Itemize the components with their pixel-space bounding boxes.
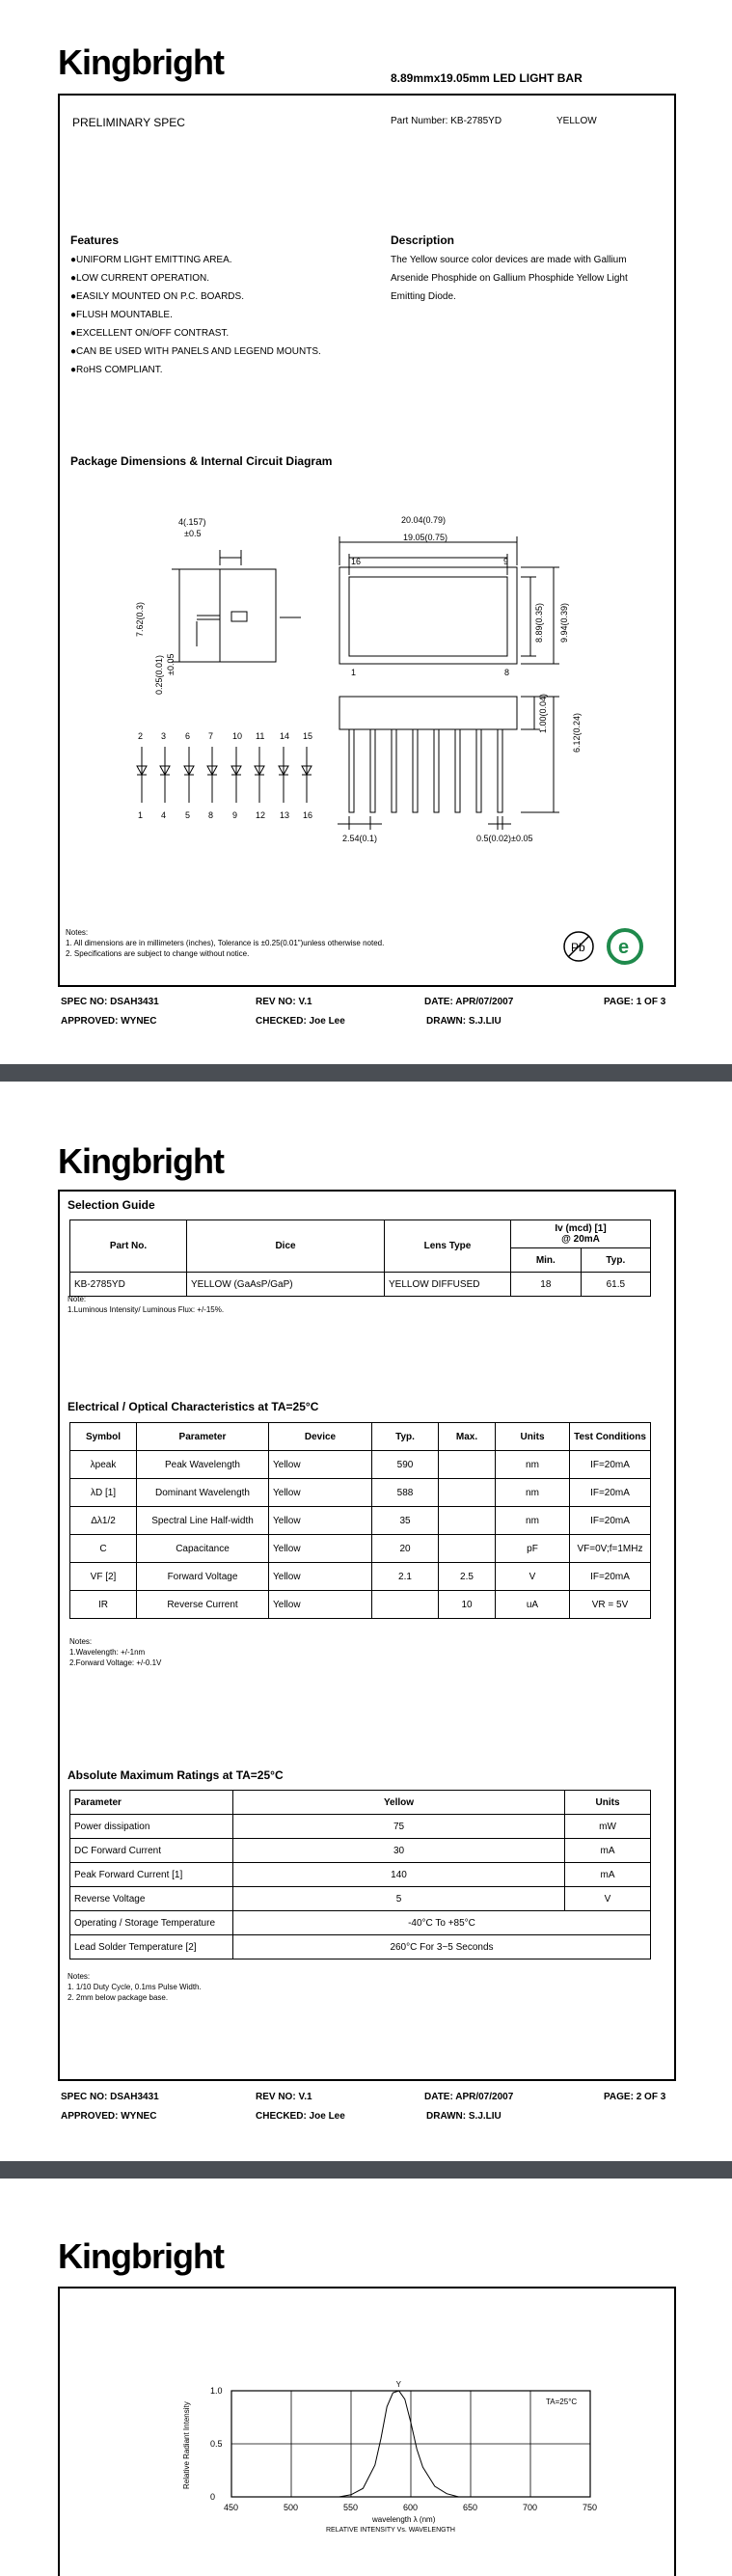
chart-ytick-label: 0 bbox=[210, 2492, 216, 2502]
elec-cell: Peak Wavelength bbox=[137, 1451, 269, 1479]
elec-header-cell: Max. bbox=[439, 1423, 496, 1451]
pin-8: 8 bbox=[504, 668, 510, 677]
elec-cell bbox=[439, 1535, 496, 1563]
abs-cell: mA bbox=[565, 1863, 651, 1887]
table-row bbox=[70, 1863, 651, 1887]
elec-cell: 2.5 bbox=[439, 1563, 496, 1591]
package-title: Package Dimensions & Internal Circuit Diagram bbox=[70, 454, 333, 468]
circuit-pin-top: 10 bbox=[232, 731, 243, 741]
top-view-outer bbox=[339, 567, 517, 664]
elec-cell: IF=20mA bbox=[570, 1451, 651, 1479]
elec-cell bbox=[439, 1479, 496, 1507]
elec-cell: λpeak bbox=[70, 1451, 137, 1479]
sel-min: 18 bbox=[511, 1273, 582, 1297]
page-separator bbox=[0, 2161, 732, 2179]
elec-cell: Δλ1/2 bbox=[70, 1507, 137, 1535]
elec-cell: nm bbox=[496, 1507, 570, 1535]
table-row bbox=[70, 1887, 651, 1911]
footer-approved: APPROVED: WYNEC bbox=[61, 1016, 157, 1027]
elec-cell: 590 bbox=[372, 1451, 439, 1479]
dim-body-h: 1.00(0.04) bbox=[538, 693, 548, 733]
table-row bbox=[70, 1535, 651, 1563]
brand-logo: Kingbright bbox=[58, 42, 224, 82]
elec-cell: C bbox=[70, 1535, 137, 1563]
circuit-diagram bbox=[137, 747, 312, 803]
abs-header-cell: Parameter bbox=[70, 1791, 233, 1815]
elec-note: 1.Wavelength: +/-1nm bbox=[69, 1648, 146, 1657]
sel-head-lens: Lens Type bbox=[385, 1220, 511, 1273]
abs-table bbox=[69, 1790, 651, 1959]
chart-xtick-label: 550 bbox=[343, 2503, 359, 2512]
abs-cell: 260°C For 3~5 Seconds bbox=[233, 1935, 651, 1959]
elec-header-cell: Units bbox=[496, 1423, 570, 1451]
abs-cell: Lead Solder Temperature [2] bbox=[70, 1935, 233, 1959]
spectrum-chart bbox=[0, 2179, 732, 2541]
elec-cell: λD [1] bbox=[70, 1479, 137, 1507]
feature-item: ●LOW CURRENT OPERATION. bbox=[70, 273, 210, 284]
abs-cell: Peak Forward Current [1] bbox=[70, 1863, 233, 1887]
description-line: Emitting Diode. bbox=[391, 291, 456, 302]
table-row bbox=[70, 1935, 651, 1959]
chart-annotation: TA=25°C bbox=[546, 2398, 578, 2406]
sel-lens: YELLOW DIFFUSED bbox=[385, 1273, 511, 1297]
note-line: 1. All dimensions are in millimeters (inches), Tolerance is ±0.25(0.01")unless otherwise noted. bbox=[66, 939, 385, 947]
description-line: Arsenide Phosphide on Gallium Phosphide Yellow Light bbox=[391, 273, 628, 284]
table-row bbox=[70, 1273, 651, 1297]
elec-cell: 2.1 bbox=[372, 1563, 439, 1591]
elec-cell: 588 bbox=[372, 1479, 439, 1507]
table-row bbox=[70, 1591, 651, 1619]
elec-header-cell: Typ. bbox=[372, 1423, 439, 1451]
circuit-pin-bottom: 1 bbox=[138, 810, 144, 820]
elec-cell: Reverse Current bbox=[137, 1591, 269, 1619]
abs-cell: -40°C To +85°C bbox=[233, 1911, 651, 1935]
footer-rev-no: REV NO: V.1 bbox=[256, 997, 312, 1007]
circuit-top-labels bbox=[138, 731, 312, 741]
elec-cell: Yellow bbox=[269, 1591, 372, 1619]
footer-checked: CHECKED: Joe Lee bbox=[256, 1016, 345, 1027]
rohs-icon bbox=[606, 927, 644, 966]
brand-logo: Kingbright bbox=[58, 2236, 224, 2276]
chart-ylabel: Relative Radiant Intensity bbox=[182, 2401, 191, 2489]
elec-cell: Yellow bbox=[269, 1507, 372, 1535]
footer-spec-no: SPEC NO: DSAH3431 bbox=[61, 2092, 159, 2102]
dim-side-tol: ±0.5 bbox=[184, 529, 202, 538]
feature-item: ●EASILY MOUNTED ON P.C. BOARDS. bbox=[70, 291, 244, 302]
elec-cell: Yellow bbox=[269, 1479, 372, 1507]
sel-note: 1.Luminous Intensity/ Luminous Flux: +/-15%. bbox=[68, 1305, 225, 1314]
pb-mark: Pb bbox=[571, 941, 585, 954]
spec-label: PRELIMINARY SPEC bbox=[72, 116, 185, 129]
pin-9: 9 bbox=[503, 557, 509, 566]
feature-item: ●CAN BE USED WITH PANELS AND LEGEND MOUNTS. bbox=[70, 346, 321, 357]
elec-cell: pF bbox=[496, 1535, 570, 1563]
chart-xtick-label: 650 bbox=[463, 2503, 478, 2512]
elec-cell: 10 bbox=[439, 1591, 496, 1619]
dim-lead-tol: ±0.05 bbox=[166, 653, 176, 675]
feature-item: ●UNIFORM LIGHT EMITTING AREA. bbox=[70, 255, 232, 265]
elec-cell: VR = 5V bbox=[570, 1591, 651, 1619]
package-drawing bbox=[0, 502, 732, 965]
chart-ytick-label: 1.0 bbox=[210, 2386, 223, 2396]
elec-cell: IF=20mA bbox=[570, 1563, 651, 1591]
abs-cell: Reverse Voltage bbox=[70, 1887, 233, 1911]
circuit-pin-top: 3 bbox=[161, 731, 167, 741]
page-1 bbox=[0, 0, 732, 1056]
elec-cell: nm bbox=[496, 1451, 570, 1479]
elec-cell: uA bbox=[496, 1591, 570, 1619]
chart-ytick-label: 0.5 bbox=[210, 2439, 223, 2449]
elec-cell: VF=0V;f=1MHz bbox=[570, 1535, 651, 1563]
table-row bbox=[70, 1451, 651, 1479]
abs-cell: 75 bbox=[233, 1815, 565, 1839]
circuit-pin-bottom: 16 bbox=[303, 810, 313, 820]
table-row bbox=[70, 1563, 651, 1591]
selection-title: Selection Guide bbox=[68, 1198, 155, 1212]
features-title: Features bbox=[70, 233, 120, 247]
sel-head-dice: Dice bbox=[187, 1220, 385, 1273]
elec-cell bbox=[439, 1451, 496, 1479]
circuit-pin-top: 15 bbox=[303, 731, 313, 741]
abs-note: 1. 1/10 Duty Cycle, 0.1ms Pulse Width. bbox=[68, 1983, 202, 1991]
dim-lead-len: 6.12(0.24) bbox=[572, 712, 582, 753]
rohs-mark: e bbox=[618, 937, 630, 958]
elec-header-cell: Device bbox=[269, 1423, 372, 1451]
sel-dice: YELLOW (GaAsP/GaP) bbox=[187, 1273, 385, 1297]
chart-xlabel-sub: RELATIVE INTENSITY Vs. WAVELENGTH bbox=[326, 2527, 455, 2534]
footer-drawn: DRAWN: S.J.LIU bbox=[426, 1016, 502, 1027]
circuit-pin-bottom: 5 bbox=[185, 810, 191, 820]
elec-table bbox=[69, 1422, 651, 1619]
feature-item: ●FLUSH MOUNTABLE. bbox=[70, 310, 173, 320]
footer-page: PAGE: 1 OF 3 bbox=[604, 997, 666, 1007]
table-row bbox=[70, 1839, 651, 1863]
front-view-body bbox=[339, 697, 517, 729]
dim-lead-tol2: 0.5(0.02)±0.05 bbox=[476, 834, 533, 843]
elec-cell: Spectral Line Half-width bbox=[137, 1507, 269, 1535]
elec-cell: nm bbox=[496, 1479, 570, 1507]
elec-cell: 20 bbox=[372, 1535, 439, 1563]
elec-cell: IF=20mA bbox=[570, 1507, 651, 1535]
dim-inner-h: 8.89(0.35) bbox=[534, 602, 544, 643]
abs-note: 2. 2mm below package base. bbox=[68, 1993, 169, 2002]
abs-title: Absolute Maximum Ratings at TA=25°C bbox=[68, 1768, 284, 1782]
elec-cell bbox=[372, 1591, 439, 1619]
circuit-pin-bottom: 13 bbox=[280, 810, 290, 820]
abs-cell: DC Forward Current bbox=[70, 1839, 233, 1863]
sel-part: KB-2785YD bbox=[70, 1273, 187, 1297]
circuit-pin-bottom: 4 bbox=[161, 810, 167, 820]
elec-cell: 35 bbox=[372, 1507, 439, 1535]
abs-cell: Power dissipation bbox=[70, 1815, 233, 1839]
circuit-pin-bottom: 8 bbox=[208, 810, 214, 820]
elec-cell: IR bbox=[70, 1591, 137, 1619]
note-line: 2. Specifications are subject to change without notice. bbox=[66, 949, 250, 958]
elec-cell: Yellow bbox=[269, 1563, 372, 1591]
chart-xlabel: wavelength λ (nm) bbox=[372, 2515, 436, 2524]
chart-xtick-label: 500 bbox=[284, 2503, 299, 2512]
abs-cell: 5 bbox=[233, 1887, 565, 1911]
chart-xtick-label: 700 bbox=[523, 2503, 538, 2512]
abs-cell: 140 bbox=[233, 1863, 565, 1887]
footer-spec-no: SPEC NO: DSAH3431 bbox=[61, 997, 159, 1007]
header-title: 8.89mmx19.05mm LED LIGHT BAR bbox=[391, 71, 583, 85]
dim-outer-h: 9.94(0.39) bbox=[559, 602, 569, 643]
elec-header-cell: Test Conditions bbox=[570, 1423, 651, 1451]
table-row bbox=[70, 1479, 651, 1507]
dim-top-inner: 19.05(0.75) bbox=[403, 533, 448, 542]
elec-note: 2.Forward Voltage: +/-0.1V bbox=[69, 1658, 162, 1667]
circuit-pin-bottom: 9 bbox=[232, 810, 238, 820]
elec-header-cell: Symbol bbox=[70, 1423, 137, 1451]
sel-head-iv: Iv (mcd) [1] @ 20mA bbox=[511, 1220, 651, 1248]
part-number: Part Number: KB-2785YD bbox=[391, 116, 502, 126]
sel-typ: 61.5 bbox=[581, 1273, 650, 1297]
dim-side-height: 7.62(0.3) bbox=[135, 601, 145, 637]
chart-xtick-label: 450 bbox=[224, 2503, 239, 2512]
elec-cell bbox=[439, 1507, 496, 1535]
circuit-pin-bottom: 12 bbox=[256, 810, 266, 820]
footer-approved: APPROVED: WYNEC bbox=[61, 2111, 157, 2122]
description-title: Description bbox=[391, 233, 455, 247]
abs-header-cell: Units bbox=[565, 1791, 651, 1815]
abs-cell: mA bbox=[565, 1839, 651, 1863]
notes-title: Notes: bbox=[66, 928, 89, 937]
elec-cell: Forward Voltage bbox=[137, 1563, 269, 1591]
dim-lead-w: 0.25(0.01) bbox=[154, 654, 164, 695]
circuit-pin-top: 7 bbox=[208, 731, 214, 741]
footer-date: DATE: APR/07/2007 bbox=[424, 997, 514, 1007]
table-row bbox=[70, 1911, 651, 1935]
elec-cell: Yellow bbox=[269, 1451, 372, 1479]
elec-cell: Yellow bbox=[269, 1535, 372, 1563]
abs-cell: 30 bbox=[233, 1839, 565, 1863]
pin-16: 16 bbox=[351, 557, 362, 566]
dim-side-top: 4(.157) bbox=[178, 517, 206, 527]
top-view-inner bbox=[349, 577, 507, 656]
selection-table bbox=[69, 1219, 651, 1297]
circuit-pin-top: 14 bbox=[280, 731, 290, 741]
elec-cell: VF [2] bbox=[70, 1563, 137, 1591]
chart-xtick-label: 750 bbox=[583, 2503, 598, 2512]
sel-note: Note: bbox=[68, 1295, 87, 1303]
circuit-pin-top: 6 bbox=[185, 731, 191, 741]
part-color: YELLOW bbox=[556, 116, 597, 126]
side-view-body bbox=[220, 569, 276, 662]
feature-item: ●EXCELLENT ON/OFF CONTRAST. bbox=[70, 328, 230, 339]
feature-item: ●RoHS COMPLIANT. bbox=[70, 365, 163, 375]
circuit-pin-top: 2 bbox=[138, 731, 144, 741]
elec-note: Notes: bbox=[69, 1637, 93, 1646]
abs-note: Notes: bbox=[68, 1972, 91, 1981]
pin-1: 1 bbox=[351, 668, 357, 677]
elec-cell: V bbox=[496, 1563, 570, 1591]
chart-xtick-label: 600 bbox=[403, 2503, 419, 2512]
sel-head-min: Min. bbox=[511, 1248, 582, 1273]
circuit-bottom-labels bbox=[138, 810, 312, 820]
elec-header-cell: Parameter bbox=[137, 1423, 269, 1451]
abs-cell: mW bbox=[565, 1815, 651, 1839]
elec-cell: Capacitance bbox=[137, 1535, 269, 1563]
side-view-lead bbox=[231, 612, 247, 621]
brand-logo: Kingbright bbox=[58, 1141, 224, 1181]
dim-pitch: 2.54(0.1) bbox=[342, 834, 378, 843]
chart-peak-label: Y bbox=[395, 2380, 401, 2389]
description-line: The Yellow source color devices are made with Gallium bbox=[391, 255, 627, 265]
sel-head-part: Part No. bbox=[70, 1220, 187, 1273]
footer-checked: CHECKED: Joe Lee bbox=[256, 2111, 345, 2122]
abs-cell: Operating / Storage Temperature bbox=[70, 1911, 233, 1935]
footer-drawn: DRAWN: S.J.LIU bbox=[426, 2111, 502, 2122]
footer-page: PAGE: 2 OF 3 bbox=[604, 2092, 666, 2102]
elec-cell: Dominant Wavelength bbox=[137, 1479, 269, 1507]
table-row bbox=[70, 1815, 651, 1839]
page-2 bbox=[0, 1082, 732, 2161]
table-row bbox=[70, 1507, 651, 1535]
footer-rev-no: REV NO: V.1 bbox=[256, 2092, 312, 2102]
circuit-pin-top: 11 bbox=[256, 731, 265, 741]
pb-free-icon bbox=[561, 929, 596, 964]
sel-head-typ: Typ. bbox=[581, 1248, 650, 1273]
elec-title: Electrical / Optical Characteristics at TA=25°C bbox=[68, 1400, 319, 1413]
dim-top-outer: 20.04(0.79) bbox=[401, 515, 447, 525]
page-separator bbox=[0, 1064, 732, 1082]
elec-cell: IF=20mA bbox=[570, 1479, 651, 1507]
footer-date: DATE: APR/07/2007 bbox=[424, 2092, 514, 2102]
page-3 bbox=[0, 2179, 732, 2541]
front-view-leads bbox=[349, 729, 502, 812]
abs-cell: V bbox=[565, 1887, 651, 1911]
abs-header-cell: Yellow bbox=[233, 1791, 565, 1815]
